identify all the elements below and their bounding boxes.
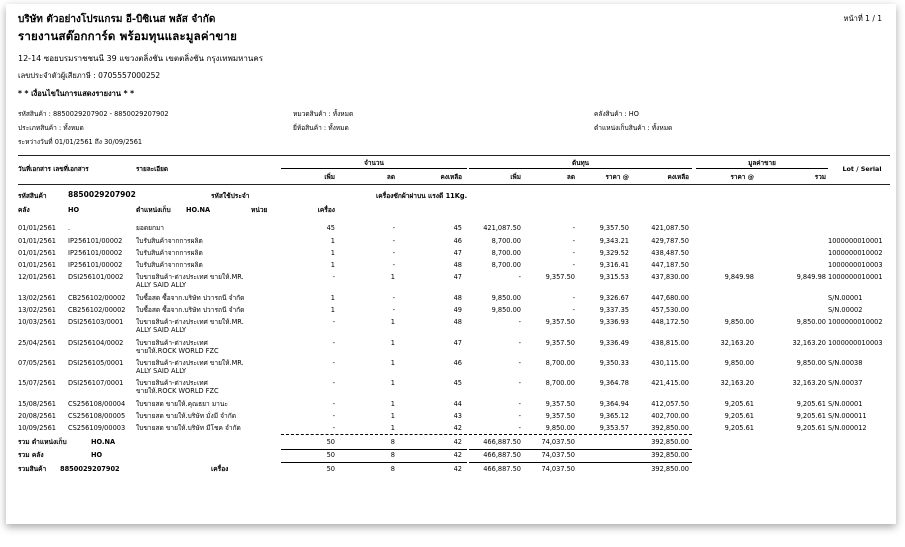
cell-qty-in: - xyxy=(332,379,335,387)
cell-lot-serial: 1000000010003 xyxy=(828,261,883,269)
cell-doc-no: CB256102/00002 xyxy=(68,306,126,314)
cell-cost-bal: 447,187.50 xyxy=(651,261,689,269)
cell-date: 12/01/2561 xyxy=(18,273,57,281)
cell-sale-price: 9,205.61 xyxy=(724,412,754,420)
col-sale-group: มูลค่าขาย xyxy=(748,159,776,167)
tax-id: เลขประจำตัวผู้เสียภาษี : 0705557000252 xyxy=(18,71,161,80)
cell-qty-out: 1 xyxy=(390,379,395,387)
cell-qty-in: 45 xyxy=(326,224,335,232)
cell-qty-out: 1 xyxy=(390,339,395,347)
cell-cost-in: - xyxy=(518,273,521,281)
total-qout: 8 xyxy=(390,438,395,446)
cell-cost-price: 9,350.33 xyxy=(599,359,629,367)
criteria-date-range: ระหว่างวันที่ 01/01/2561 ถึง 30/09/2561 xyxy=(18,138,143,146)
cell-date: 10/09/2561 xyxy=(18,424,57,432)
conditions-title: * * เงื่อนไขในการแสดงรายงาน * * xyxy=(18,89,135,98)
cell-qty-out: 1 xyxy=(390,400,395,408)
cell-cost-in: 8,700.00 xyxy=(491,237,521,245)
unit-label: หน่วย xyxy=(251,206,268,214)
criteria-location: ตำแหน่งเก็บสินค้า : ทั้งหมด xyxy=(594,124,673,132)
product-code: 8850029207902 xyxy=(68,190,136,199)
cell-cost-price: 9,365.12 xyxy=(599,412,629,420)
cell-lot-serial: 1000000010002 xyxy=(828,318,883,326)
col-qty-out: ลด xyxy=(386,173,395,181)
cell-detail: ใบขายสินค้า-ต่างประเทศ xyxy=(136,339,208,347)
location-code: HO.NA xyxy=(186,206,211,214)
cell-cost-bal: 447,680.00 xyxy=(651,294,689,302)
cell-detail-line2: ขายให้.ROCK WORLD FZC xyxy=(136,347,219,355)
cell-detail: ใบขายสินค้า-ต่างประเทศ xyxy=(136,379,208,387)
cell-sale-price: 9,849.98 xyxy=(724,273,754,281)
cell-cost-out: 9,850.00 xyxy=(545,424,575,432)
cell-sale-total: 32,163.20 xyxy=(792,339,826,347)
total-key: 8850029207902 xyxy=(60,465,120,473)
total-key: HO xyxy=(91,451,103,459)
col-cost-bal: คงเหลือ xyxy=(667,173,689,181)
cell-cost-bal: 457,530.00 xyxy=(651,306,689,314)
cell-sale-price: 32,163.20 xyxy=(720,379,754,387)
cell-cost-price: 9,364.78 xyxy=(599,379,629,387)
total-cout: 74,037.50 xyxy=(541,438,575,446)
cell-qty-bal: 45 xyxy=(453,379,462,387)
cell-cost-in: - xyxy=(518,379,521,387)
cell-sale-total: 9,205.61 xyxy=(796,424,826,432)
total-cin: 466,887.50 xyxy=(483,438,521,446)
cell-cost-bal: 392,850.00 xyxy=(651,424,689,432)
cell-sale-total: 9,850.00 xyxy=(796,359,826,367)
col-qty-in: เพิ่ม xyxy=(324,173,335,181)
qty-group-rule xyxy=(281,168,467,169)
cell-lot-serial: S/N.000012 xyxy=(828,424,867,432)
product-code-label: รหัสสินค้า xyxy=(18,192,47,200)
cell-sale-price: 9,850.00 xyxy=(724,318,754,326)
col-detail: รายละเอียด xyxy=(136,165,169,173)
cell-cost-in: 9,850.00 xyxy=(491,306,521,314)
cell-cost-price: 9,357.50 xyxy=(599,224,629,232)
cell-qty-out: 1 xyxy=(390,424,395,432)
cell-qty-in: - xyxy=(332,412,335,420)
cell-qty-bal: 43 xyxy=(453,412,462,420)
total-label: รวม คลัง xyxy=(18,451,44,459)
cell-qty-bal: 46 xyxy=(453,237,462,245)
cell-cost-out: - xyxy=(572,306,575,314)
cell-cost-in: - xyxy=(518,318,521,326)
cell-doc-no: IP256101/00002 xyxy=(68,237,123,245)
total-separator xyxy=(469,462,692,463)
cell-doc-no: DSI256104/0002 xyxy=(68,339,124,347)
total-separator xyxy=(469,449,692,450)
cell-lot-serial: S/N.00038 xyxy=(828,359,863,367)
cell-doc-no: DSI256103/0001 xyxy=(68,318,124,326)
cell-doc-no: DSI256107/0001 xyxy=(68,379,124,387)
cell-cost-bal: 437,830.00 xyxy=(651,273,689,281)
cell-cost-price: 9,364.94 xyxy=(599,400,629,408)
cell-cost-price: 9,326.67 xyxy=(599,294,629,302)
cell-cost-price: 9,329.52 xyxy=(599,249,629,257)
cell-qty-bal: 49 xyxy=(453,306,462,314)
col-cost-group: ต้นทุน xyxy=(571,159,590,167)
cell-cost-out: 9,357.50 xyxy=(545,412,575,420)
cell-qty-in: 1 xyxy=(330,294,335,302)
cell-qty-bal: 46 xyxy=(453,359,462,367)
col-qty-group: จำนวน xyxy=(364,159,384,167)
cell-qty-bal: 47 xyxy=(453,339,462,347)
col-lot: Lot / Serial xyxy=(842,165,882,173)
cell-sale-total: 9,205.61 xyxy=(796,400,826,408)
cell-cost-out: 9,357.50 xyxy=(545,318,575,326)
cell-detail: ใบขายสด ขายให้.คุณธยา มานะ xyxy=(136,400,228,408)
cell-qty-out: - xyxy=(392,249,395,257)
total-cbal: 392,850.00 xyxy=(651,465,689,473)
col-cost-out: ลด xyxy=(566,173,575,181)
product-name: เครื่องซักผ้าฝาบน แรงดี 11Kg. xyxy=(376,192,468,200)
criteria-product-type: ประเภทสินค้า : ทั้งหมด xyxy=(18,124,84,132)
cell-cost-bal: 438,487.50 xyxy=(651,249,689,257)
cell-qty-out: 1 xyxy=(390,359,395,367)
report-page xyxy=(6,4,896,524)
cell-cost-in: 9,850.00 xyxy=(491,294,521,302)
cell-detail: ใบรับสินค้าจากการผลิต xyxy=(136,237,203,245)
cell-cost-price: 9,315.53 xyxy=(599,273,629,281)
total-separator xyxy=(281,449,467,450)
col-doc: วันที่เอกสาร เลขที่เอกสาร xyxy=(18,165,89,173)
cell-qty-out: - xyxy=(392,261,395,269)
cell-qty-bal: 48 xyxy=(453,318,462,326)
cell-lot-serial: 1000000010002 xyxy=(828,249,883,257)
cell-qty-in: - xyxy=(332,339,335,347)
total-qbal: 42 xyxy=(453,465,462,473)
cell-qty-out: - xyxy=(392,306,395,314)
cell-detail: ใบขายสด ขายให้.บริษัท มีโชค จำกัด xyxy=(136,424,241,432)
cell-detail: ใบขายสินค้า-ต่างประเทศ ขายให้.MR. xyxy=(136,273,244,281)
cell-qty-in: - xyxy=(332,424,335,432)
criteria-warehouse: คลังสินค้า : HO xyxy=(594,110,639,118)
unit-value: เครื่อง xyxy=(317,206,335,214)
criteria-category: หมวดสินค้า : ทั้งหมด xyxy=(293,110,354,118)
company-address: 12-14 ซอยบรมราชชนนี 39 แขวงตลิ่งชัน เขตตลิ่งชัน กรุงเทพมหานคร xyxy=(18,54,264,63)
cell-cost-bal: 438,815.00 xyxy=(651,339,689,347)
col-cost-price: ราคา @ xyxy=(605,173,629,181)
cell-cost-price: 9,316.41 xyxy=(599,261,629,269)
cell-doc-no: IP256101/00002 xyxy=(68,249,123,257)
cell-cost-price: 9,343.21 xyxy=(599,237,629,245)
cell-detail-line2: ALLY SAID ALLY xyxy=(136,326,187,334)
cell-detail: ใบซื้อสด ซื้อจาก.บริษัท ปวารถนี จำกัด xyxy=(136,306,245,314)
location-label: ตำแหน่งเก็บ xyxy=(136,206,171,214)
cell-cost-in: - xyxy=(518,339,521,347)
cell-cost-in: 8,700.00 xyxy=(491,261,521,269)
cell-date: 15/08/2561 xyxy=(18,400,57,408)
cell-doc-no: CS256109/00003 xyxy=(68,424,126,432)
cell-qty-in: 1 xyxy=(330,306,335,314)
cell-cost-in: - xyxy=(518,359,521,367)
cell-detail: ยอดยกมา xyxy=(136,224,165,232)
cell-sale-total: 9,205.61 xyxy=(796,412,826,420)
cell-cost-in: 421,087.50 xyxy=(483,224,521,232)
cell-date: 01/01/2561 xyxy=(18,224,57,232)
cell-sale-total: 32,163.20 xyxy=(792,379,826,387)
cell-detail: ใบรับสินค้าจากการผลิต xyxy=(136,249,203,257)
cell-qty-bal: 47 xyxy=(453,249,462,257)
cell-qty-in: 1 xyxy=(330,249,335,257)
cell-detail: ใบรับสินค้าจากการผลิต xyxy=(136,261,203,269)
cell-qty-out: 1 xyxy=(390,273,395,281)
cell-lot-serial: 1000000010003 xyxy=(828,339,883,347)
cell-qty-out: 1 xyxy=(390,412,395,420)
cell-doc-no: DSI256101/0002 xyxy=(68,273,124,281)
cell-detail: ใบขายสินค้า-ต่างประเทศ ขายให้.MR. xyxy=(136,359,244,367)
cell-detail-line2: ขายให้.ROCK WORLD FZC xyxy=(136,387,219,395)
total-cbal: 392,850.00 xyxy=(651,451,689,459)
cell-detail-line2: ALLY SAID ALLY xyxy=(136,367,187,375)
cell-cost-price: 9,336.49 xyxy=(599,339,629,347)
cell-date: 01/01/2561 xyxy=(18,249,57,257)
total-qin: 50 xyxy=(326,438,335,446)
total-separator xyxy=(281,462,467,463)
cell-cost-out: 9,357.50 xyxy=(545,339,575,347)
cell-cost-price: 9,336.93 xyxy=(599,318,629,326)
cell-lot-serial: S/N.00002 xyxy=(828,306,863,314)
cell-date: 13/02/2561 xyxy=(18,306,57,314)
total-cout: 74,037.50 xyxy=(541,465,575,473)
cell-qty-bal: 48 xyxy=(453,294,462,302)
criteria-product-code: รหัสสินค้า : 8850029207902 - 8850029207902 xyxy=(18,110,169,118)
qty-total-rule xyxy=(281,434,467,435)
header-top-rule xyxy=(18,155,890,156)
cell-detail: ใบซื้อสด ซื้อจาก.บริษัท ปวารถนี จำกัด xyxy=(136,294,245,302)
cell-doc-no: IP256101/00002 xyxy=(68,261,123,269)
cell-cost-bal: 430,115.00 xyxy=(651,359,689,367)
total-cin: 466,887.50 xyxy=(483,451,521,459)
sale-group-rule xyxy=(696,168,828,169)
product-sub-label: รหัสใช้ประจำ xyxy=(211,192,250,200)
cell-cost-bal: 421,087.50 xyxy=(651,224,689,232)
total-qbal: 42 xyxy=(453,451,462,459)
cell-sale-total: 9,849.98 xyxy=(796,273,826,281)
cell-lot-serial: S/N.00037 xyxy=(828,379,863,387)
cell-cost-out: 9,357.50 xyxy=(545,273,575,281)
cell-cost-in: 8,700.00 xyxy=(491,249,521,257)
total-qout: 8 xyxy=(390,465,395,473)
cell-cost-out: - xyxy=(572,261,575,269)
cell-date: 20/08/2561 xyxy=(18,412,57,420)
total-cbal: 392,850.00 xyxy=(651,438,689,446)
cell-cost-in: - xyxy=(518,412,521,420)
cell-cost-out: - xyxy=(572,294,575,302)
report-title: รายงานสต๊อกการ์ด พร้อมทุนและมูลค่าขาย xyxy=(18,29,238,43)
cell-cost-bal: 412,057.50 xyxy=(651,400,689,408)
page-number: หน้าที่ 1 / 1 xyxy=(843,14,882,23)
cell-qty-bal: 44 xyxy=(453,400,462,408)
cell-cost-out: 9,357.50 xyxy=(545,400,575,408)
total-label: รวมสินค้า xyxy=(18,465,47,473)
cell-date: 10/03/2561 xyxy=(18,318,57,326)
cell-doc-no: CS256108/00005 xyxy=(68,412,126,420)
cell-qty-out: - xyxy=(392,237,395,245)
cost-group-rule xyxy=(469,168,692,169)
col-cost-in: เพิ่ม xyxy=(510,173,521,181)
company-name: บริษัท ตัวอย่างโปรแกรม อี-บิซิเนส พลัส จำกัด xyxy=(18,14,216,25)
cell-detail-line2: ALLY SAID ALLY xyxy=(136,281,187,289)
cell-cost-price: 9,337.35 xyxy=(599,306,629,314)
cell-cost-out: - xyxy=(572,224,575,232)
cell-qty-bal: 47 xyxy=(453,273,462,281)
cell-qty-out: 1 xyxy=(390,318,395,326)
cell-qty-out: - xyxy=(392,224,395,232)
total-qout: 8 xyxy=(390,451,395,459)
cell-cost-bal: 429,787.50 xyxy=(651,237,689,245)
total-unit: เครื่อง xyxy=(211,465,229,473)
cell-date: 13/02/2561 xyxy=(18,294,57,302)
cell-doc-no: CB256102/00002 xyxy=(68,294,126,302)
cell-cost-bal: 448,172.50 xyxy=(651,318,689,326)
cell-detail: ใบขายสด ขายให้.บริษัท มั่งมี จำกัด xyxy=(136,412,236,420)
cell-sale-price: 9,205.61 xyxy=(724,424,754,432)
cell-qty-in: - xyxy=(332,318,335,326)
cell-qty-in: - xyxy=(332,273,335,281)
total-qin: 50 xyxy=(326,451,335,459)
cell-qty-bal: 45 xyxy=(453,224,462,232)
cell-cost-in: - xyxy=(518,400,521,408)
cell-qty-in: - xyxy=(332,359,335,367)
cell-cost-out: 8,700.00 xyxy=(545,359,575,367)
cell-lot-serial: 1000000010001 xyxy=(828,237,883,245)
total-cin: 466,887.50 xyxy=(483,465,521,473)
cell-date: 07/05/2561 xyxy=(18,359,57,367)
cell-doc-no: CS256108/00004 xyxy=(68,400,126,408)
col-sale-price: ราคา @ xyxy=(730,173,754,181)
cell-qty-in: 1 xyxy=(330,261,335,269)
cell-sale-price: 9,850.00 xyxy=(724,359,754,367)
cell-qty-in: 1 xyxy=(330,237,335,245)
cell-cost-out: - xyxy=(572,237,575,245)
total-cout: 74,037.50 xyxy=(541,451,575,459)
cell-date: 25/04/2561 xyxy=(18,339,57,347)
cell-doc-no: DSI256105/0001 xyxy=(68,359,124,367)
cell-cost-price: 9,353.57 xyxy=(599,424,629,432)
cell-date: 15/07/2561 xyxy=(18,379,57,387)
total-label: รวม ตำแหน่งเก็บ xyxy=(18,438,67,446)
total-qin: 50 xyxy=(326,465,335,473)
cell-doc-no: . xyxy=(68,224,71,232)
col-sale-total: รวม xyxy=(814,173,826,181)
cell-qty-bal: 48 xyxy=(453,261,462,269)
cell-qty-in: - xyxy=(332,400,335,408)
cell-sale-price: 32,163.20 xyxy=(720,339,754,347)
cell-date: 01/01/2561 xyxy=(18,237,57,245)
cell-cost-out: 8,700.00 xyxy=(545,379,575,387)
cell-lot-serial: S/N.00001 xyxy=(828,400,863,408)
total-qbal: 42 xyxy=(453,438,462,446)
warehouse-code: HO xyxy=(68,206,80,214)
cell-detail: ใบขายสินค้า-ต่างประเทศ ขายให้.MR. xyxy=(136,318,244,326)
cell-cost-bal: 402,700.00 xyxy=(651,412,689,420)
criteria-brand: ยี่ห้อสินค้า : ทั้งหมด xyxy=(293,124,349,132)
cell-qty-out: - xyxy=(392,294,395,302)
warehouse-label: คลัง xyxy=(18,206,30,214)
cell-date: 01/01/2561 xyxy=(18,261,57,269)
cell-sale-total: 9,850.00 xyxy=(796,318,826,326)
cell-cost-out: - xyxy=(572,249,575,257)
header-bottom-rule xyxy=(18,184,890,185)
cell-lot-serial: S/N.000011 xyxy=(828,412,867,420)
cell-sale-price: 9,205.61 xyxy=(724,400,754,408)
cell-qty-bal: 42 xyxy=(453,424,462,432)
cell-lot-serial: S/N.00001 xyxy=(828,294,863,302)
cell-cost-bal: 421,415.00 xyxy=(651,379,689,387)
cell-lot-serial: 1000000010001 xyxy=(828,273,883,281)
total-key: HO.NA xyxy=(91,438,116,446)
col-qty-bal: คงเหลือ xyxy=(440,173,462,181)
cell-cost-in: - xyxy=(518,424,521,432)
cost-total-rule xyxy=(469,434,692,435)
